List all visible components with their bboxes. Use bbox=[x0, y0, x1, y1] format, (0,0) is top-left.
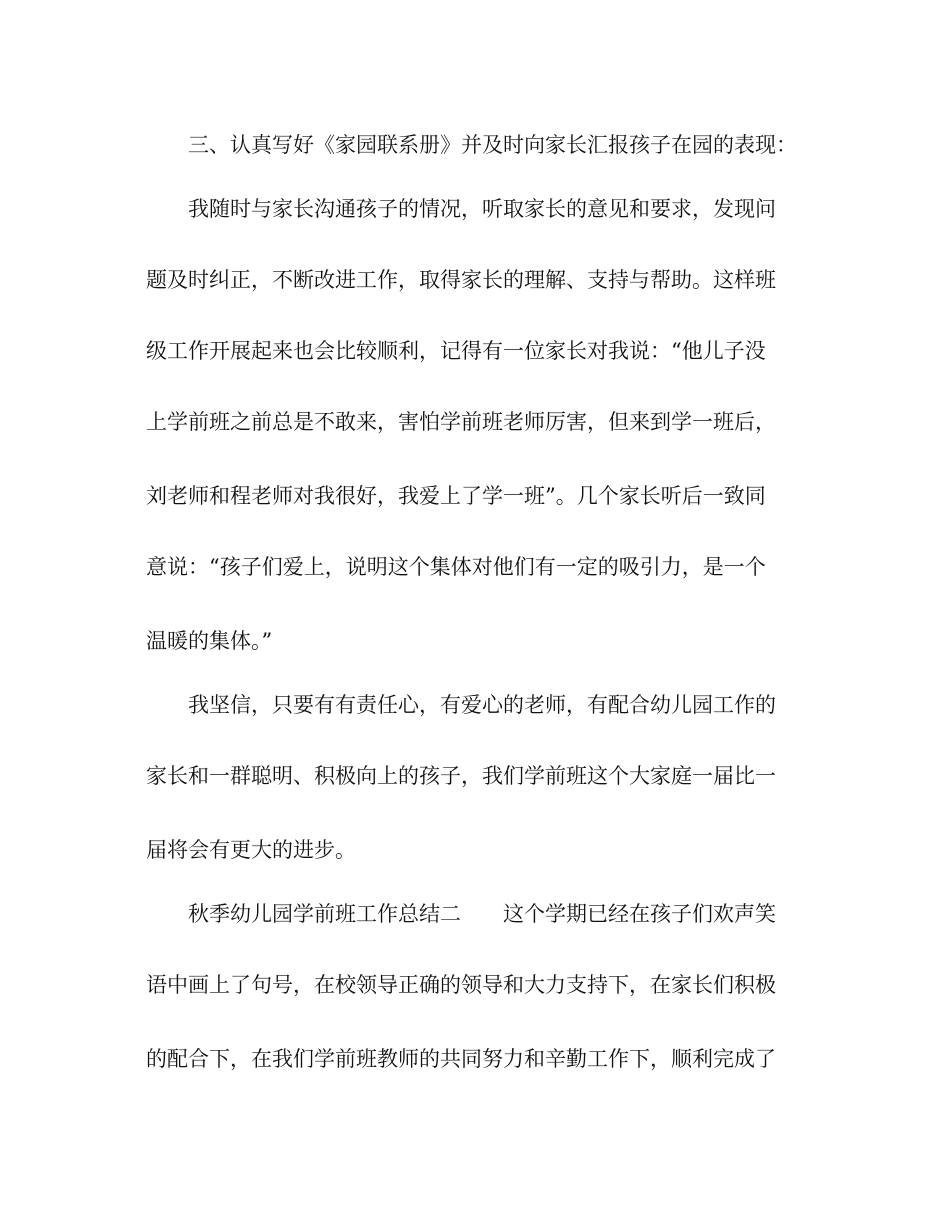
text-line: 家长和一群聪明、积极向上的孩子，我们学前班这个大家庭一届比一 bbox=[146, 764, 776, 788]
text-line: 级工作开展起来也会比较顺利，记得有一位家长对我说：“他儿子没 bbox=[146, 339, 766, 363]
text-line: 语中画上了句号，在校领导正确的领导和大力支持下，在家长们积极 bbox=[146, 973, 776, 997]
text-line: 上学前班之前总是不敢来，害怕学前班老师厉害，但来到学一班后， bbox=[146, 410, 776, 434]
text-line: 意说：“孩子们爱上，说明这个集体对他们有一定的吸引力，是一个 bbox=[146, 555, 766, 579]
text-line bbox=[188, 900, 776, 928]
text-line: 温暖的集体。” bbox=[146, 629, 273, 653]
text-line: 题及时纠正，不断改进工作，取得家长的理解、支持与帮助。这样班 bbox=[146, 268, 776, 292]
text-line: 届将会有更大的进步。 bbox=[146, 838, 356, 862]
text-line: 刘老师和程老师对我很好，我爱上了学一班”。几个家长听后一致同 bbox=[146, 484, 766, 508]
text-line: 的配合下，在我们学前班教师的共同努力和辛勤工作下，顺利完成了 bbox=[146, 1047, 776, 1071]
section-heading: 秋季幼儿园学前班工作总结二 bbox=[188, 902, 461, 926]
text-fragment: 这个学期已经在孩子们欢声笑 bbox=[503, 902, 776, 926]
text-line: 三、认真写好《家园联系册》并及时向家长汇报孩子在园的表现： bbox=[188, 133, 797, 157]
text-line: 我坚信，只要有有责任心，有爱心的老师，有配合幼儿园工作的 bbox=[188, 693, 776, 717]
text-line: 我随时与家长沟通孩子的情况，听取家长的意见和要求，发现问 bbox=[188, 197, 776, 221]
